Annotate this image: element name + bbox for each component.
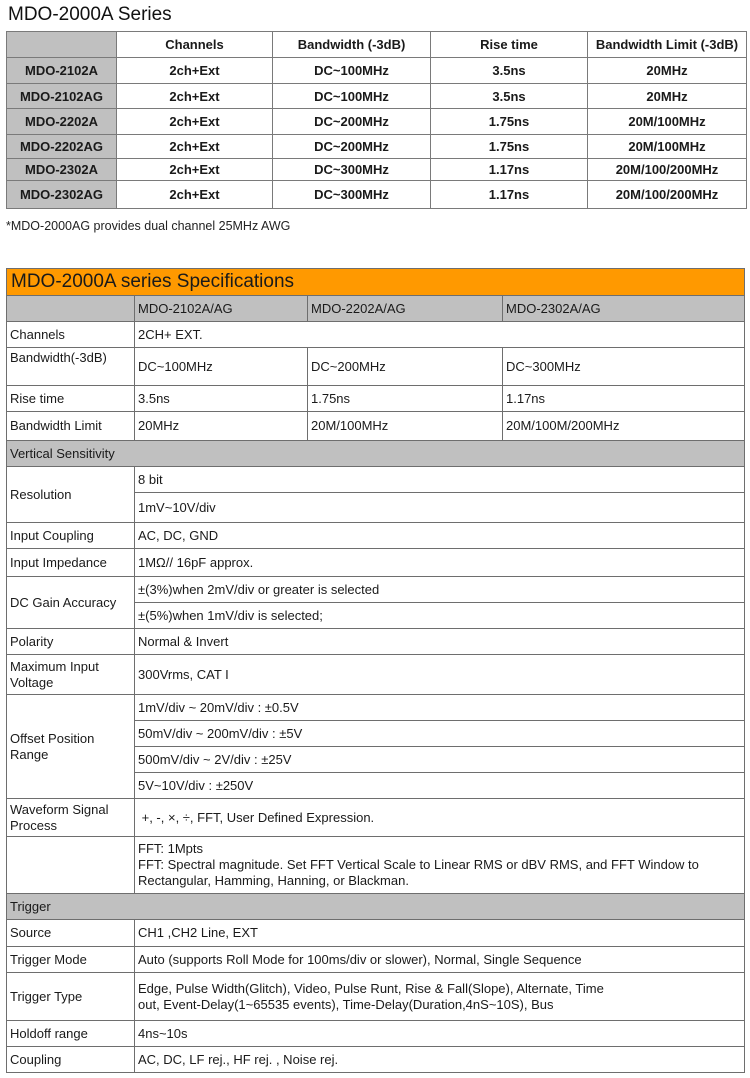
spec-label-line: Voltage <box>10 674 54 690</box>
spec-label: Bandwidth Limit <box>7 412 135 441</box>
bandwidth-cell: DC~300MHz <box>273 159 431 181</box>
spec-value: 3.5ns <box>135 386 308 412</box>
trigger-type-line: Edge, Pulse Width(Glitch), Video, Pulse Runt, Rise & Fall(Slope), Alternate, Time <box>138 980 604 996</box>
spec-value: DC~200MHz <box>308 348 503 386</box>
channels-cell: 2ch+Ext <box>117 135 273 159</box>
table-row <box>7 109 747 135</box>
bandwidth-cell: DC~200MHz <box>273 135 431 159</box>
section-heading-vertical-sensitivity: Vertical Sensitivity <box>7 441 745 467</box>
fft-line: FFT: 1Mpts <box>138 841 204 856</box>
fft-line: Rectangular, Hamming, Hanning, or Blackman. <box>138 873 409 888</box>
spec-label: Input Coupling <box>7 523 135 549</box>
spec-value: ±(5%)when 1mV/div is selected; <box>135 603 745 629</box>
spec-label-empty <box>7 837 135 894</box>
model-cell: MDO-2302A <box>7 159 117 181</box>
spec-label: Trigger Mode <box>7 947 135 973</box>
channels-cell: 2ch+Ext <box>117 58 273 84</box>
spec-label: Channels <box>7 322 135 348</box>
bw-limit-cell: 20M/100MHz <box>588 135 747 159</box>
spec-value: 300Vrms, CAT I <box>135 655 745 695</box>
spec-label-line: Maximum Input <box>10 658 99 674</box>
rise-time-cell: 3.5ns <box>431 58 588 84</box>
spec-label: Polarity <box>7 629 135 655</box>
rise-time-cell: 1.75ns <box>431 135 588 159</box>
spec-row-trigger-mode <box>7 947 745 973</box>
model-header-corner <box>7 296 135 322</box>
header-bandwidth-limit: Bandwidth Limit (-3dB) <box>588 32 747 58</box>
model-cell: MDO-2202AG <box>7 135 117 159</box>
spec-label: Trigger Type <box>7 973 135 1021</box>
spec-label: Rise time <box>7 386 135 412</box>
spec-label <box>7 655 135 695</box>
spec-row-fft <box>7 837 745 894</box>
rise-time-cell: 1.17ns <box>431 181 588 209</box>
table-row <box>7 135 747 159</box>
spec-label: Input Impedance <box>7 549 135 577</box>
spec-row-trigger-type <box>7 973 745 1021</box>
bw-limit-cell: 20M/100MHz <box>588 109 747 135</box>
spec-value: 8 bit <box>135 467 745 493</box>
model-cell: MDO-2302AG <box>7 181 117 209</box>
spec-value: AC, DC, GND <box>135 523 745 549</box>
specifications-table <box>6 268 745 1073</box>
spec-label-line: Range <box>10 746 49 762</box>
spec-row-input-coupling <box>7 523 745 549</box>
model-cell: MDO-2102AG <box>7 84 117 109</box>
bandwidth-cell: DC~300MHz <box>273 181 431 209</box>
spec-value: 5V~10V/div : ±250V <box>135 773 745 799</box>
model-cell: MDO-2202A <box>7 109 117 135</box>
table-row <box>7 58 747 84</box>
spec-label <box>7 799 135 837</box>
spec-value: CH1 ,CH2 Line, EXT <box>135 920 745 947</box>
spec-value: 500mV/div ~ 2V/div : ±25V <box>135 747 745 773</box>
spec-row-waveform <box>7 799 745 837</box>
summary-header-row <box>7 32 747 58</box>
spec-row-polarity <box>7 629 745 655</box>
bw-limit-cell: 20M/100/200MHz <box>588 181 747 209</box>
spec-value: 1mV~10V/div <box>135 493 745 523</box>
table-row <box>7 84 747 109</box>
table-row <box>7 181 747 209</box>
bandwidth-cell: DC~200MHz <box>273 109 431 135</box>
model-header: MDO-2202A/AG <box>308 296 503 322</box>
bw-limit-cell: 20M/100/200MHz <box>588 159 747 181</box>
spec-label-line: Offset Position <box>10 730 95 746</box>
spec-value <box>135 837 745 894</box>
spec-title-row <box>7 269 745 296</box>
bandwidth-cell: DC~100MHz <box>273 58 431 84</box>
spec-row-dc-gain <box>7 577 745 603</box>
trigger-type-line: out, Event-Delay(1~65535 events), Time-Delay(Duration,4nS~10S), Bus <box>138 996 554 1012</box>
spec-label: DC Gain Accuracy <box>7 577 135 629</box>
rise-time-cell: 3.5ns <box>431 84 588 109</box>
spec-row-source <box>7 920 745 947</box>
section-row-vertical <box>7 441 745 467</box>
table-row <box>7 159 747 181</box>
spec-value: 1MΩ// 16pF approx. <box>135 549 745 577</box>
rise-time-cell: 1.17ns <box>431 159 588 181</box>
header-channels: Channels <box>117 32 273 58</box>
series-title: MDO-2000A Series <box>8 4 172 25</box>
spec-row-offset <box>7 695 745 721</box>
spec-label-line: Process <box>10 817 57 833</box>
spec-row-holdoff <box>7 1021 745 1047</box>
model-header: MDO-2302A/AG <box>503 296 745 322</box>
section-row-trigger <box>7 894 745 920</box>
spec-model-header-row <box>7 296 745 322</box>
spec-value: Normal & Invert <box>135 629 745 655</box>
spec-value: ±(3%)when 2mV/div or greater is selected <box>135 577 745 603</box>
section-heading-trigger: Trigger <box>7 894 745 920</box>
spec-value: 20M/100M/200MHz <box>503 412 745 441</box>
spec-row-bandwidth-limit <box>7 412 745 441</box>
channels-cell: 2ch+Ext <box>117 109 273 135</box>
spec-label: Holdoff range <box>7 1021 135 1047</box>
spec-value: AC, DC, LF rej., HF rej. , Noise rej. <box>135 1047 745 1073</box>
spec-row-input-impedance <box>7 549 745 577</box>
spec-value <box>135 973 745 1021</box>
spec-value: Auto (supports Roll Mode for 100ms/div or slower), Normal, Single Sequence <box>135 947 745 973</box>
spec-row-rise-time <box>7 386 745 412</box>
channels-cell: 2ch+Ext <box>117 159 273 181</box>
bw-limit-cell: 20MHz <box>588 58 747 84</box>
spec-label: Coupling <box>7 1047 135 1073</box>
spec-value: DC~300MHz <box>503 348 745 386</box>
spec-label <box>7 695 135 799</box>
channels-cell: 2ch+Ext <box>117 181 273 209</box>
spec-value: 50mV/div ~ 200mV/div : ±5V <box>135 721 745 747</box>
spec-row-channels <box>7 322 745 348</box>
model-cell: MDO-2102A <box>7 58 117 84</box>
spec-value: 1mV/div ~ 20mV/div : ±0.5V <box>135 695 745 721</box>
spec-label: Resolution <box>7 467 135 523</box>
spec-row-max-input <box>7 655 745 695</box>
spec-value: 1.75ns <box>308 386 503 412</box>
channels-cell: 2ch+Ext <box>117 84 273 109</box>
spec-row-bandwidth <box>7 348 745 386</box>
spec-label: Bandwidth(-3dB) <box>7 348 135 386</box>
awg-footnote: *MDO-2000AG provides dual channel 25MHz AWG <box>6 219 291 233</box>
spec-value: 1.17ns <box>503 386 745 412</box>
spec-value: +, -, ×, ÷, FFT, User Defined Expression. <box>135 799 745 837</box>
spec-row-resolution <box>7 467 745 493</box>
spec-value: 2CH+ EXT. <box>135 322 745 348</box>
bw-limit-cell: 20MHz <box>588 84 747 109</box>
header-bandwidth: Bandwidth (-3dB) <box>273 32 431 58</box>
spec-row-coupling <box>7 1047 745 1073</box>
model-header: MDO-2102A/AG <box>135 296 308 322</box>
spec-value: DC~100MHz <box>135 348 308 386</box>
spec-label-line: Waveform Signal <box>10 801 109 817</box>
spec-value: 20M/100MHz <box>308 412 503 441</box>
spec-value: 4ns~10s <box>135 1021 745 1047</box>
fft-line: FFT: Spectral magnitude. Set FFT Vertical Scale to Linear RMS or dBV RMS, and FFT Window to <box>138 857 699 872</box>
model-summary-table <box>6 31 747 209</box>
rise-time-cell: 1.75ns <box>431 109 588 135</box>
spec-label: Source <box>7 920 135 947</box>
header-rise-time: Rise time <box>431 32 588 58</box>
header-corner-cell <box>7 32 117 58</box>
bandwidth-cell: DC~100MHz <box>273 84 431 109</box>
spec-table-title: MDO-2000A series Specifications <box>7 269 745 296</box>
spec-value: 20MHz <box>135 412 308 441</box>
